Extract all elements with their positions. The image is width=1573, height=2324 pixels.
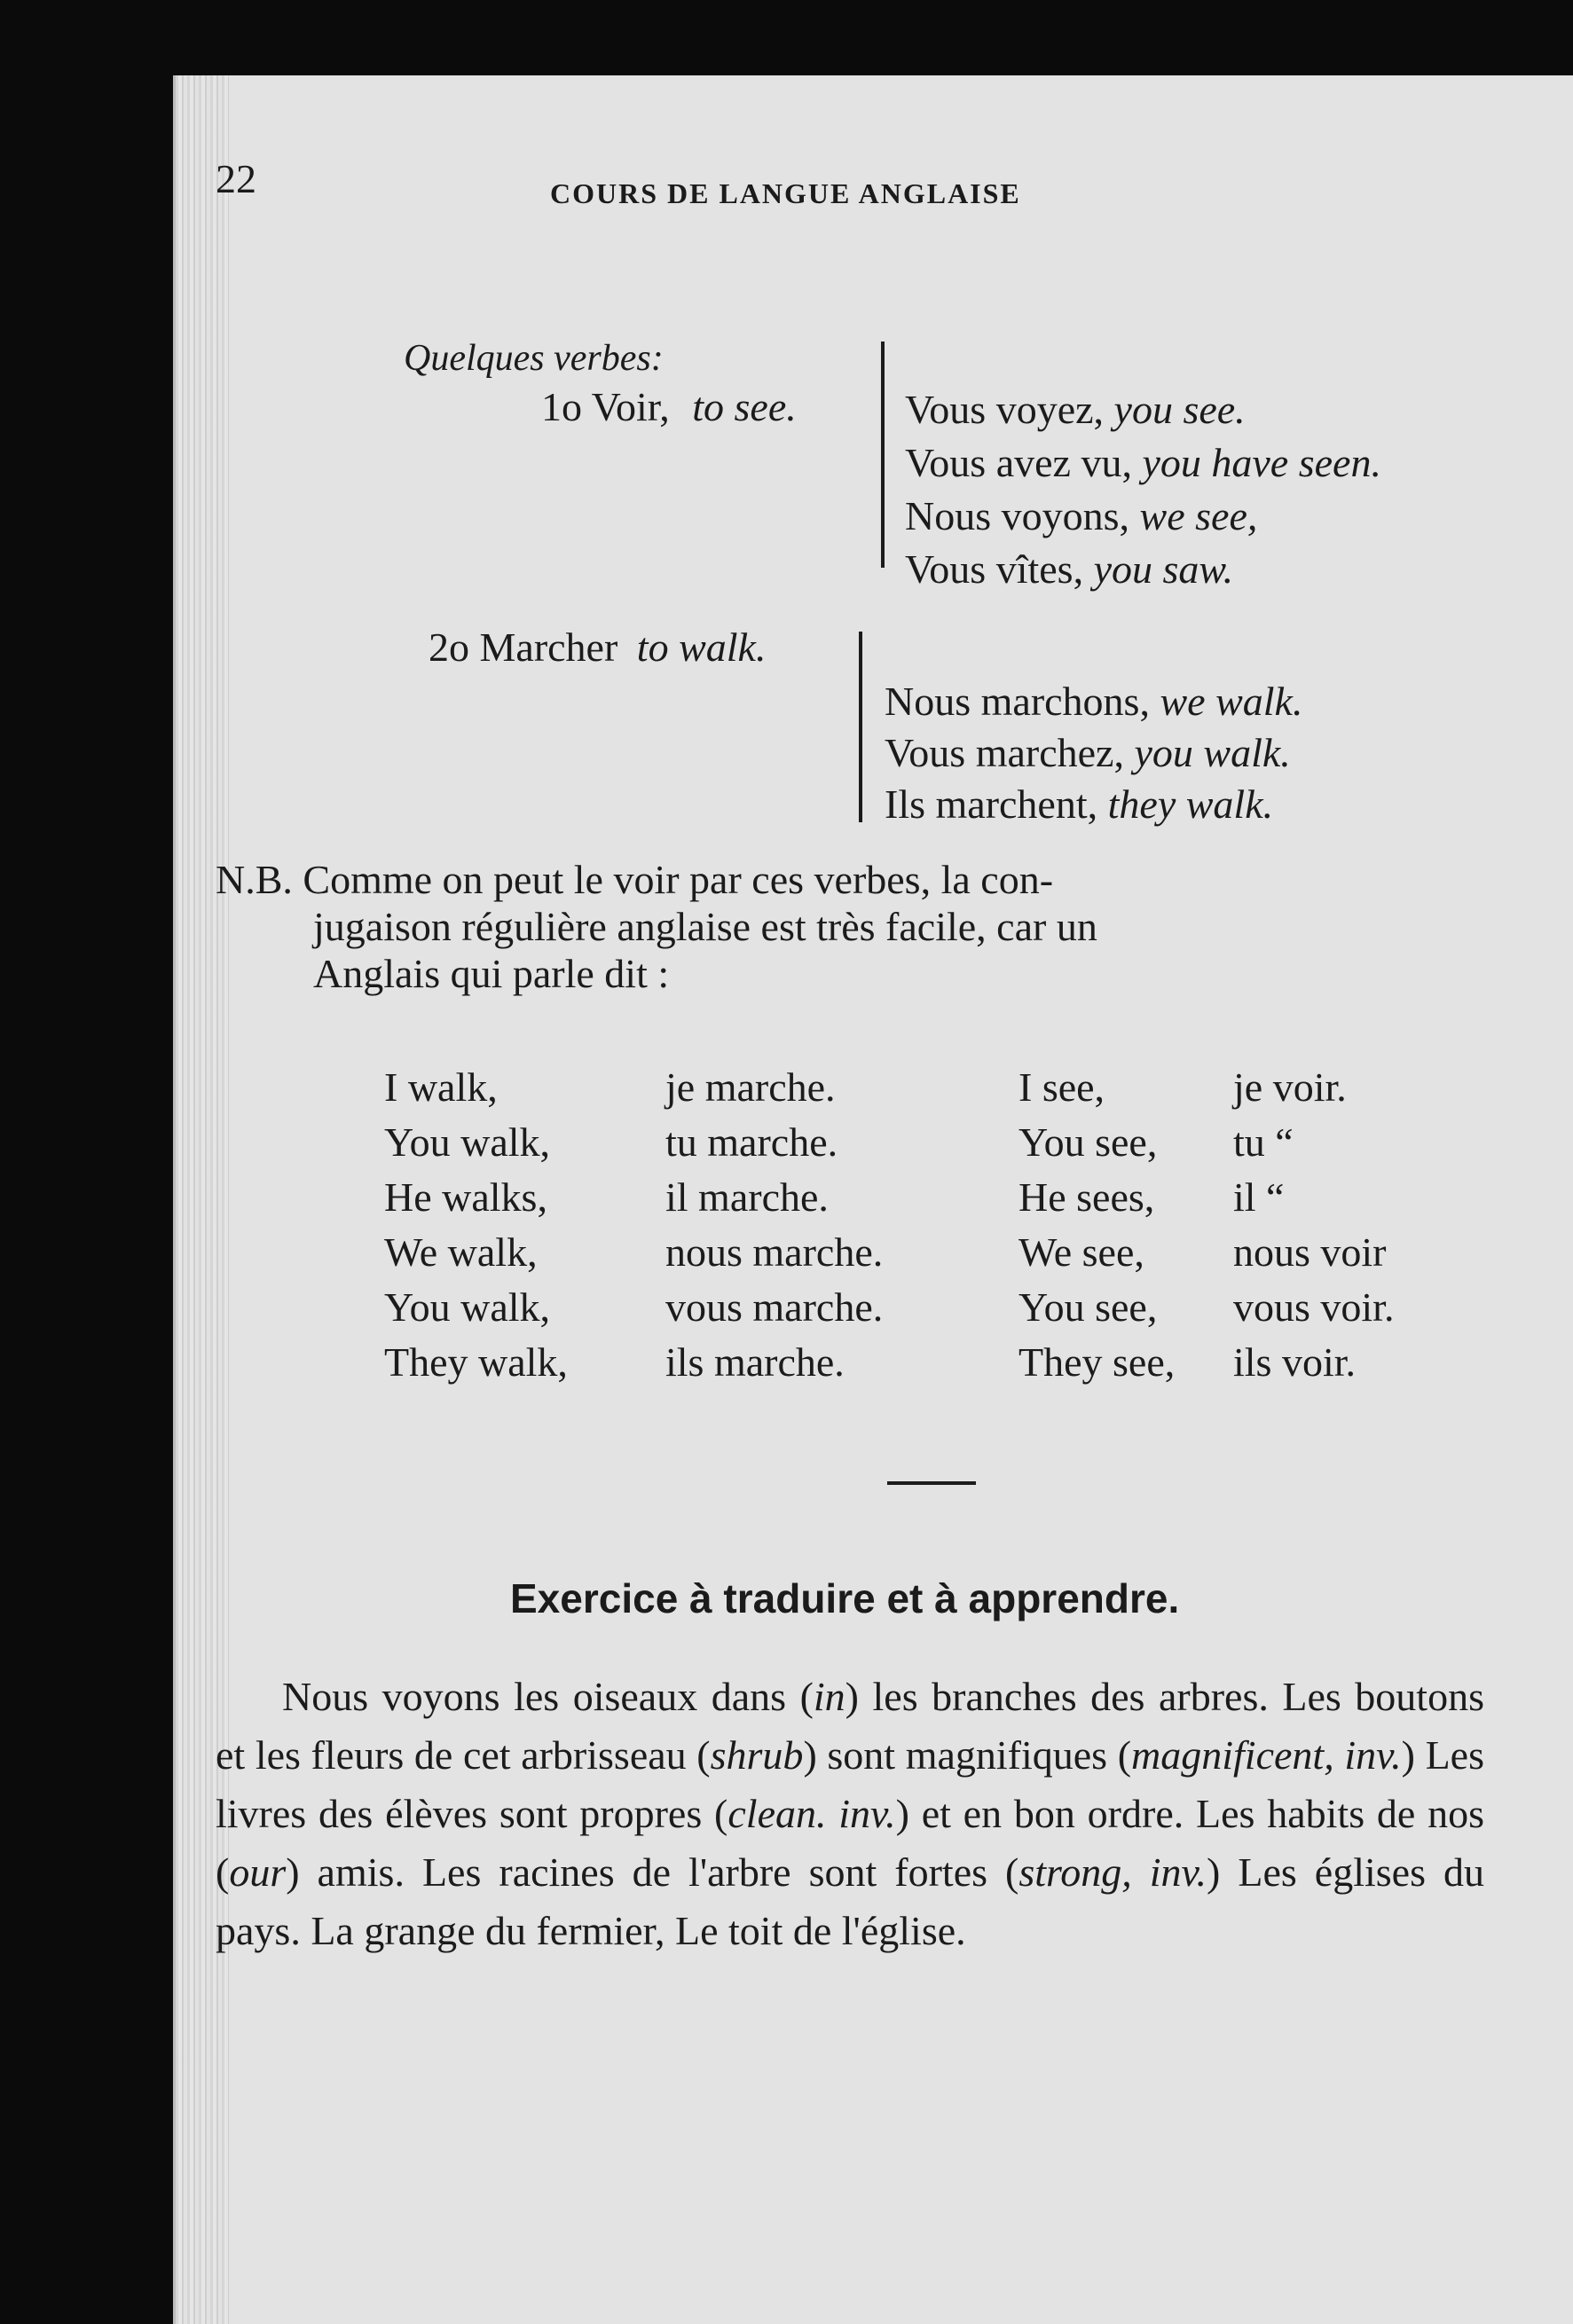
conj-cell: je marche.: [665, 1064, 836, 1110]
conj-cell: ils marche.: [665, 1339, 845, 1385]
conj-cell: nous marche.: [665, 1229, 884, 1275]
conj-cell: We see,: [1019, 1229, 1144, 1275]
conj-cell: I walk,: [384, 1064, 498, 1110]
verb2-form: Ils marchent, they walk.: [885, 781, 1274, 827]
see-en-column: [1019, 1060, 1175, 1390]
exercise-paragraph: Nous voyons les oiseaux dans (in) les branches des arbres. Les boutons et les fleurs de cet arbrisseau (shrub) sont magnifiques (magnificent, inv.) Les livres des élèves sont propres (clean. inv.) et en bon ordre. Les habits de nos (our) amis. Les racines de l'arbre sont fortes (strong, inv.) Les églises du pays. La grange du fermier, Le toit de l'église.: [216, 1674, 1485, 1953]
conj-cell: je voir.: [1233, 1064, 1347, 1110]
brace-line-verb1: [881, 342, 885, 568]
verb2-french: 2o Marcher: [429, 624, 618, 670]
nb-line: Anglais qui parle dit :: [313, 951, 670, 996]
walk-fr-column: [665, 1060, 883, 1390]
verb1-form: Nous voyons, we see,: [905, 493, 1258, 538]
brace-line-verb2: [859, 632, 862, 822]
conj-cell: tu marche.: [665, 1119, 838, 1165]
page-number: 22: [216, 156, 256, 201]
verb1-forms: [905, 383, 1381, 596]
page-edge-stack: [176, 75, 229, 2324]
verb2-forms: [885, 676, 1302, 830]
verb2-english: to walk.: [636, 624, 767, 670]
exercise-title: Exercice à traduire et à apprendre.: [510, 1575, 1180, 1621]
conj-cell: You walk,: [384, 1284, 551, 1330]
conj-cell: nous voir: [1233, 1229, 1387, 1275]
section-label: Quelques verbes:: [404, 338, 664, 379]
verb1-form: Vous vîtes, you saw.: [905, 546, 1234, 592]
nota-bene: [216, 856, 1498, 997]
nb-line: jugaison régulière anglaise est très facile, car un: [313, 904, 1097, 949]
verb2-form: Vous marchez, you walk.: [885, 730, 1291, 775]
verb2-label: [429, 624, 766, 671]
section-divider: [887, 1481, 976, 1485]
conj-cell: He walks,: [384, 1174, 547, 1220]
see-fr-column: [1233, 1060, 1394, 1390]
conj-cell: They see,: [1019, 1339, 1176, 1385]
verb1-form: Vous voyez, you see.: [905, 387, 1246, 432]
conj-cell: You see,: [1019, 1284, 1158, 1330]
nb-line: N.B. Comme on peut le voir par ces verbes, la con-: [216, 857, 1054, 902]
conj-cell: You walk,: [384, 1119, 551, 1165]
running-header: COURS DE LANGUE ANGLAISE: [550, 177, 1021, 209]
conj-cell: I see,: [1019, 1064, 1105, 1110]
conj-cell: tu “: [1233, 1119, 1294, 1165]
verb2-form: Nous marchons, we walk.: [885, 679, 1303, 724]
conj-cell: They walk,: [384, 1339, 568, 1385]
verb1-form: Vous avez vu, you have seen.: [905, 440, 1381, 485]
conj-cell: il “: [1233, 1174, 1285, 1220]
conj-cell: ils voir.: [1233, 1339, 1357, 1385]
verb1-english: to see.: [692, 384, 797, 429]
conj-cell: il marche.: [665, 1174, 829, 1220]
walk-en-column: [384, 1060, 568, 1390]
conj-cell: You see,: [1019, 1119, 1158, 1165]
verb1-french: 1o Voir,: [541, 384, 670, 429]
conj-cell: vous marche.: [665, 1284, 884, 1330]
conj-cell: He sees,: [1019, 1174, 1155, 1220]
conj-cell: We walk,: [384, 1229, 538, 1275]
verb1-label: [541, 383, 797, 430]
conj-cell: vous voir.: [1233, 1284, 1395, 1330]
